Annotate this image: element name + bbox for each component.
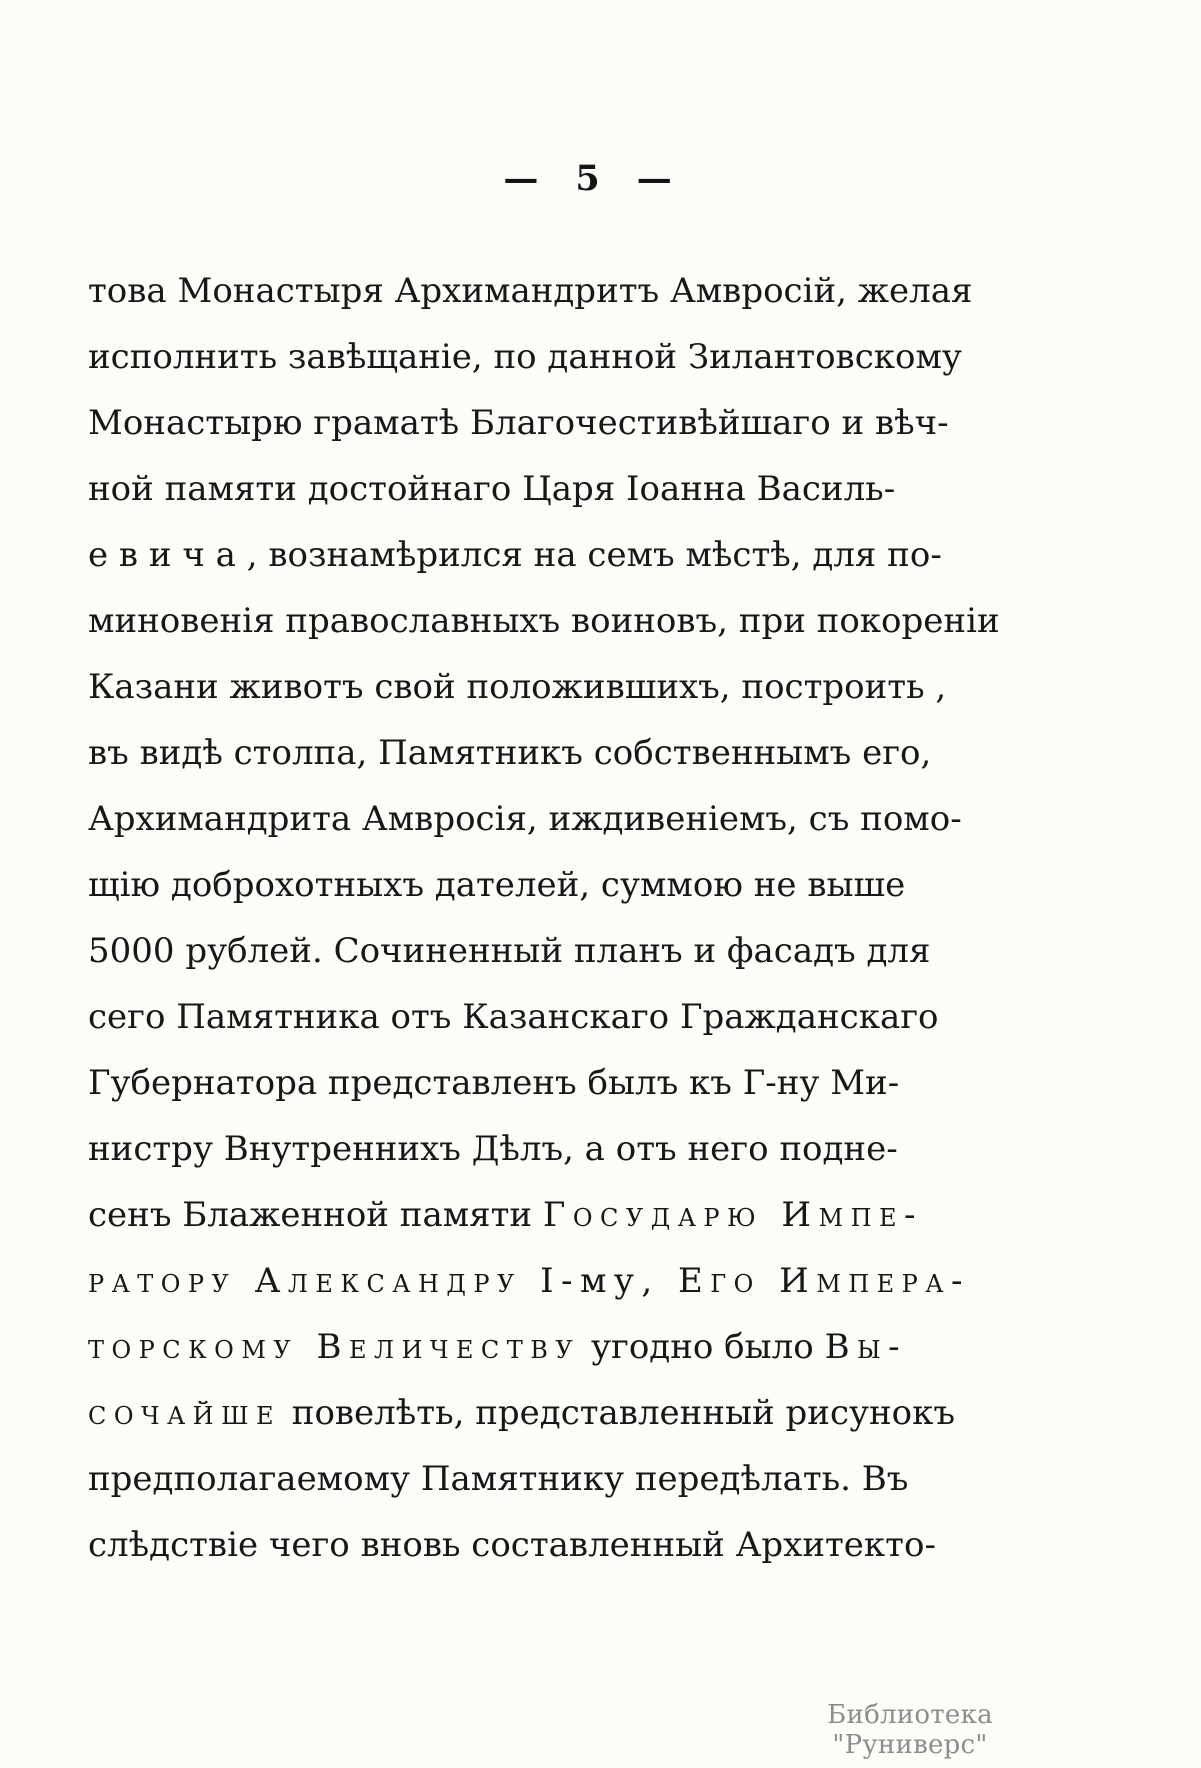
text-line <box>88 324 1090 390</box>
page-text <box>88 258 1090 1578</box>
text-segment: торскому Величеству <box>88 1327 581 1367</box>
text-segment: нистру Внутреннихъ Дѣлъ, а отъ него подне- <box>88 1129 898 1169</box>
text-segment: угодно было <box>580 1327 825 1367</box>
text-segment: сего Памятника отъ Казанскаго Гражданскаго <box>88 997 939 1037</box>
text-segment: Монастырю граматѣ Благочестивѣйшаго и вѣч- <box>88 403 949 443</box>
text-line <box>88 654 1090 720</box>
text-segment: Архимандрита Амвросія, иждивеніемъ, съ помо- <box>88 799 962 839</box>
text-line <box>88 1050 1090 1116</box>
text-line <box>88 786 1090 852</box>
text-line <box>88 1314 1090 1380</box>
text-segment: Его Импера- <box>659 1261 970 1301</box>
text-line <box>88 1512 1090 1578</box>
text-segment: Вы- <box>824 1327 908 1367</box>
text-segment: исполнить завѣщаніе, по данной Зилантовскому <box>88 337 962 377</box>
text-segment: Губернатора представленъ былъ къ Г-ну Ми- <box>88 1063 900 1103</box>
text-segment: въ видѣ столпа, Памятникъ собственнымъ его, <box>88 733 932 773</box>
text-segment: му, <box>579 1261 660 1301</box>
text-line <box>88 984 1090 1050</box>
text-segment: Казани животъ свой положившихъ, построить , <box>88 667 947 707</box>
text-segment: повелѣть, представленный рисунокъ <box>280 1393 956 1433</box>
text-line <box>88 1446 1090 1512</box>
text-segment: слѣдствіе чего вновь составленный Архитекто- <box>88 1525 936 1565</box>
text-segment: сенъ Блаженной памяти <box>88 1195 543 1235</box>
text-segment: миновенія православныхъ воиновъ, при покореніи <box>88 601 1000 641</box>
text-segment: ной памяти достойнаго Царя Іоанна Василь- <box>88 469 896 509</box>
library-watermark: Библиотека "Руниверс" <box>827 1700 993 1760</box>
text-line <box>88 390 1090 456</box>
text-segment: сочайше <box>88 1393 281 1433</box>
text-segment: 5000 рублей. Сочиненный планъ и фасадъ для <box>88 931 931 971</box>
text-line <box>88 522 1090 588</box>
text-line <box>88 1116 1090 1182</box>
page-number: — 5 — <box>503 158 675 199</box>
text-line <box>88 720 1090 786</box>
text-line <box>88 456 1090 522</box>
text-segment: щію доброхотныхъ дателей, суммою не выше <box>88 865 906 905</box>
text-line <box>88 918 1090 984</box>
text-segment: предполагаемому Памятнику передѣлать. Въ <box>88 1459 909 1499</box>
text-line <box>88 1380 1090 1446</box>
text-segment: е в и ч а , вознамѣрился на семъ мѣстѣ, для по- <box>88 535 942 575</box>
text-line <box>88 1182 1090 1248</box>
text-line <box>88 852 1090 918</box>
text-segment: ратору Александру I- <box>88 1261 580 1301</box>
text-segment: това Монастыря Архимандритъ Амвросій, желая <box>88 271 973 311</box>
text-line <box>88 1248 1090 1314</box>
text-segment: Государю Импе- <box>542 1195 923 1235</box>
text-line <box>88 588 1090 654</box>
text-line <box>88 258 1090 324</box>
